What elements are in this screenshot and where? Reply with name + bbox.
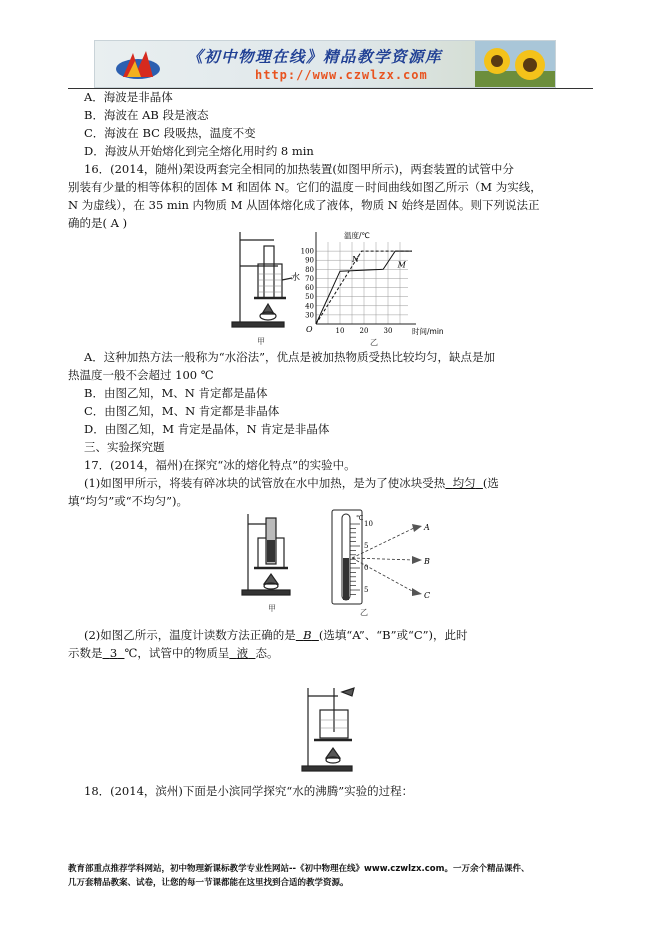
chart-grid [316,232,416,324]
q17-part1-post: (选 [482,476,499,490]
q17-part1-line1 [84,476,499,491]
y-tick-label: 80 [305,265,314,274]
thermo-label-10: 10 [364,520,373,528]
thermo-label-neg5: 5 [364,586,369,594]
q17-part1-pre: (1)如图甲所示，将装有碎冰块的试管放在水中加热，是为了使冰块受热 [84,476,446,490]
q17-part2-line1 [84,628,468,643]
q16-option-a-cont: 热温度一般不会超过 100 ℃ [68,368,214,382]
x-tick-label: 10 [335,327,345,335]
view-label-b: B [424,557,430,566]
prev-option-d: D．海波从开始熔化到完全熔化用时约 8 min [84,144,314,158]
x-tick-label: 30 [383,327,393,335]
y-tick-label: 70 [305,274,314,283]
thermo-unit: ℃ [356,514,364,522]
eye-icons [412,524,422,596]
footer-line2: 几万套精品教案、试卷，让您的每一节课都能在这里找到合适的教学资源。 [68,878,349,888]
chart-x-ticks [336,327,393,335]
thermo-label-5: 5 [364,542,369,550]
q16-line2: 别装有少量的相等体积的固体 M 和固体 N。它们的温度－时间曲线如图乙所示（M 为实线， [68,180,542,194]
logo-icon [113,47,163,83]
q17-answer-2: B [303,628,312,642]
q17-part1-line2: 填“均匀”或“不均匀”)。 [68,494,189,508]
q17-part2-pre: (2)如图乙所示，温度计读数方法正确的是 [84,628,296,642]
chart-y-ticks [301,248,314,320]
y-tick-label: 30 [305,311,314,320]
q17-thermometer-figure [328,506,436,606]
water-label: 水 [291,273,301,283]
q18-boiling-apparatus-figure [298,684,362,776]
banner-url[interactable]: http://www.czwlzx.com [255,68,428,82]
banner-title: 《初中物理在线》精品教学资源库 [187,47,443,66]
q16-line3: N 为虚线），在 35 min 内物质 M 从固体熔化成了液体，物质 N 始终是固体。则下列说法正 [68,198,540,212]
q16-option-b: B．由图乙知，M、N 肯定都是晶体 [84,386,268,400]
q17-answer-4: 液 [236,646,249,660]
q16-option-d: D．由图乙知，M 肯定是晶体，N 肯定是非晶体 [84,422,330,436]
y-tick-label: 40 [305,302,314,311]
header-rule [68,88,593,89]
q16-line4: 确的是( A ) [68,216,128,230]
q17-caption-yi: 乙 [360,608,368,617]
q18-title: 18．(2014，滨州)下面是小滨同学探究“水的沸腾”实验的过程： [84,784,414,798]
q16-caption-yi: 乙 [370,338,378,347]
q16-caption-jia: 甲 [257,337,265,346]
thermometer-ticks [350,524,360,594]
q17-apparatus-figure [238,510,304,602]
prev-option-c: C．海波在 BC 段吸热，温度不变 [84,126,256,140]
prev-option-a: A．海波是非晶体 [84,90,173,104]
q17-part2-line2: 示数是 3 ℃，试管中的物质呈 液 态。 [68,646,279,660]
temperature-time-chart [300,228,450,340]
y-tick-label: 60 [305,284,314,293]
view-label-a: A [424,523,430,532]
chart-y-label: 温度/℃ [344,231,370,240]
thermo-label-0: 0 [364,564,369,572]
x-tick-label: 20 [359,327,369,335]
q16-apparatus-figure [228,228,308,334]
q17-answer-1: 均匀 [452,476,476,490]
q17-part2-mid: (选填“A”、“B”或“C”)，此时 [318,628,468,642]
sunflower-icon [475,41,555,87]
view-label-c: C [424,591,431,600]
chart-origin: O [306,325,313,334]
q17-title: 17．(2014，福州)在探究“冰的熔化特点”的实验中。 [84,458,356,472]
q16-option-c: C．由图乙知，M、N 肯定都是非晶体 [84,404,280,418]
q17-caption-jia: 甲 [268,604,276,613]
section-title: 三、实验探究题 [84,440,165,454]
footer-line1: 教育部重点推荐学科网站，初中物理新课标教学专业性网站--《初中物理在线》www.czwlzx.com。一万余个精品课件、 [68,864,530,874]
q16-line1: 16．(2014，随州)架设两套完全相同的加热装置(如图甲所示)，两套装置的试管中分 [84,162,514,176]
series-label-m: M [397,260,406,270]
prev-option-b: B．海波在 AB 段是液态 [84,108,209,122]
y-tick-label: 90 [305,256,314,265]
series-label-n: N [352,255,359,265]
y-tick-label: 100 [300,247,314,256]
q16-option-a: A．这种加热方法一般称为“水浴法”，优点是被加热物质受热比较均匀，缺点是加 [84,350,496,364]
chart-x-label: 时间/min [412,327,444,336]
site-banner [94,40,556,88]
q17-answer-3: 3 [109,646,118,660]
y-tick-label: 50 [305,293,314,302]
